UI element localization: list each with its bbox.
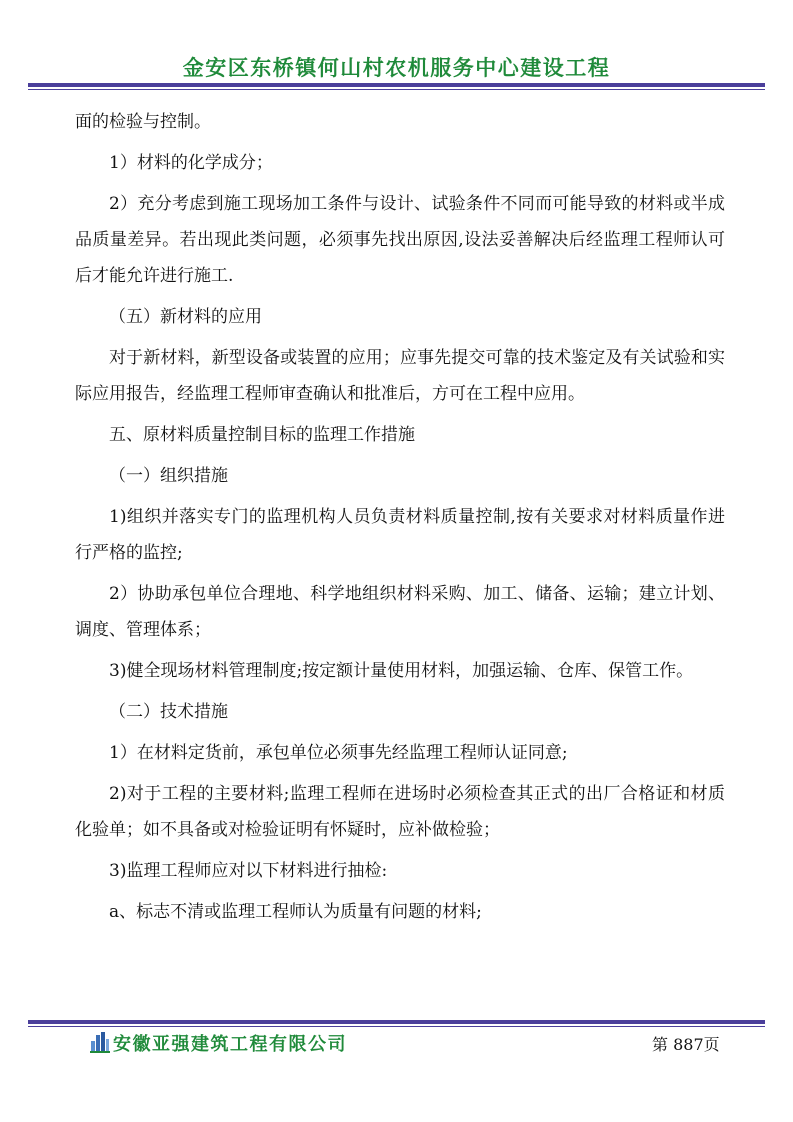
paragraph: 对于新材料，新型设备或装置的应用；应事先提交可靠的技术鉴定及有关试验和实际应用报告，经监理工程师审查确认和批准后，方可在工程中应用。: [75, 348, 725, 404]
paragraph: 1）在材料定货前，承包单位必须事先经监理工程师认证同意;: [109, 743, 568, 763]
paragraph: 面的检验与控制。: [75, 112, 211, 132]
page-number: 第 887页: [652, 1035, 720, 1054]
paragraph: 2）充分考虑到施工现场加工条件与设计、试验条件不同而可能导致的材料或半成品质量差异。若出现此类问题，必须事先找出原因,设法妥善解决后经监理工程师认可后才能允许进行施工.: [75, 194, 725, 286]
section-heading: 五、原材料质量控制目标的监理工作措施: [109, 425, 415, 445]
paragraph: 1)组织并落实专门的监理机构人员负责材料质量控制,按有关要求对材料质量作进行严格的监控;: [75, 507, 725, 563]
paragraph: 2）协助承包单位合理地、科学地组织材料采购、加工、储备、运输；建立计划、调度、管理体系；: [75, 584, 725, 640]
paragraph: 1）材料的化学成分；: [109, 153, 273, 173]
document-body: [75, 104, 725, 935]
footer-company-name: 安徽亚强建筑工程有限公司: [113, 1034, 347, 1055]
paragraph: 3)监理工程师应对以下材料进行抽检:: [109, 861, 388, 881]
paragraph: a、标志不清或监理工程师认为质量有问题的材料;: [109, 902, 482, 922]
section-heading: （二）技术措施: [109, 702, 228, 722]
header-divider: [28, 83, 765, 90]
paragraph: 3)健全现场材料管理制度;按定额计量使用材料，加强运输、仓库、保管工作。: [109, 661, 694, 681]
section-heading: （五）新材料的应用: [109, 307, 262, 327]
building-logo-icon: [90, 1031, 110, 1053]
paragraph: 2)对于工程的主要材料;监理工程师在进场时必须检查其正式的出厂合格证和材质化验单；如不具备或对检验证明有怀疑时，应补做检验；: [75, 784, 725, 840]
footer-divider: [28, 1020, 765, 1027]
page-header-title: 金安区东桥镇何山村农机服务中心建设工程: [182, 56, 611, 80]
section-heading: （一）组织措施: [109, 466, 228, 486]
